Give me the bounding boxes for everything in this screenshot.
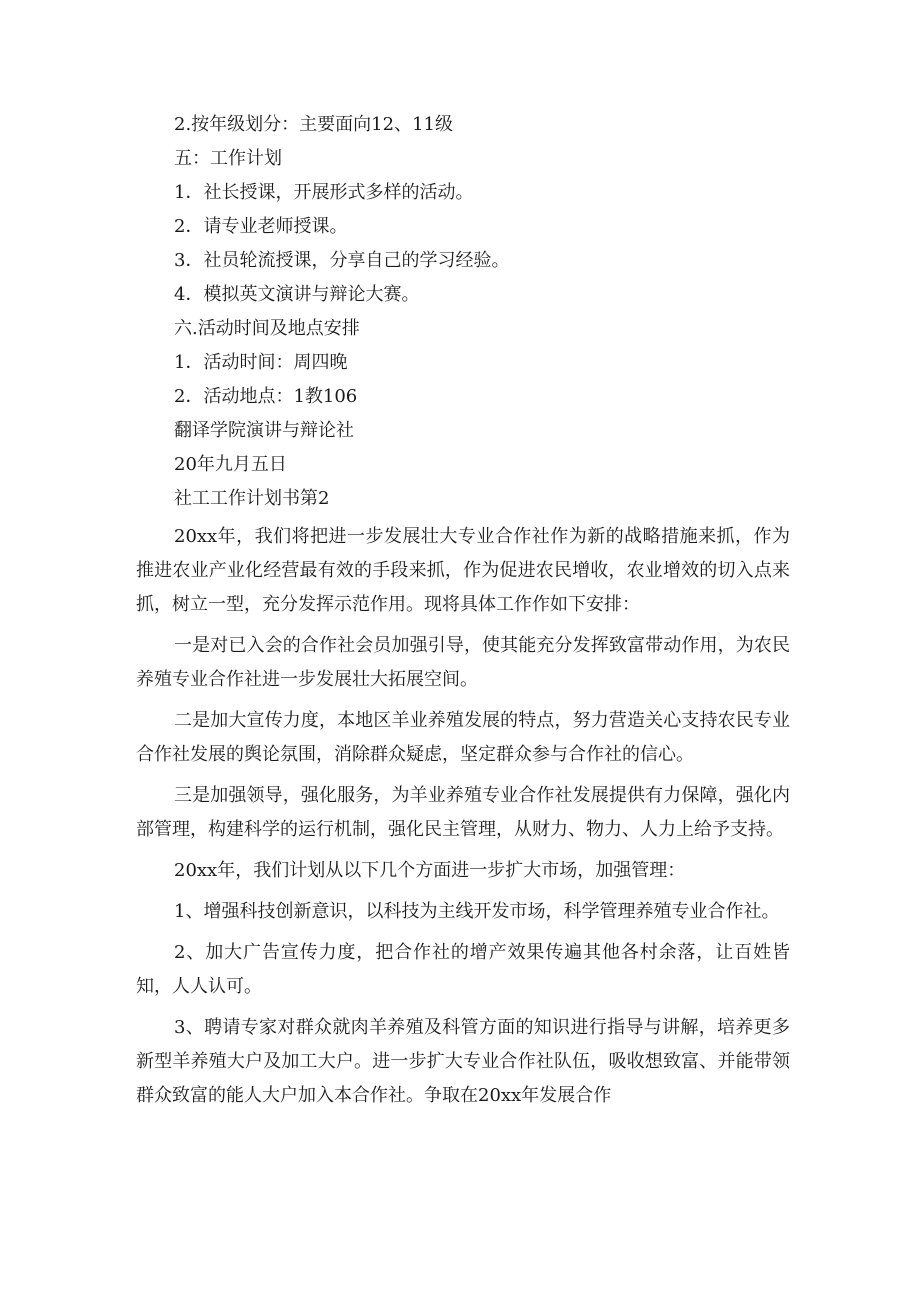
body-paragraph: 一是对已入会的合作社会员加强引导，使其能充分发挥致富带动作用，为农民养殖专业合作社进一步发展壮大拓展空间。 (136, 635, 790, 690)
list-item: 1．活动时间：周四晚 (174, 352, 348, 373)
body-paragraph: 2、加大广告宣传力度，把合作社的增产效果传遍其他各村余落，让百姓皆知，人人认可。 (136, 942, 790, 997)
section-heading: 五：工作计划 (174, 148, 282, 169)
body-paragraph: 1、增强科技创新意识，以科技为主线开发市场，科学管理养殖专业合作社。 (174, 901, 780, 922)
list-item: 2．活动地点：1教106 (174, 386, 358, 407)
document-title: 社工工作计划书第2 (174, 488, 330, 509)
list-item: 4．模拟英文演讲与辩论大赛。 (174, 284, 420, 305)
body-paragraph: 三是加强领导，强化服务，为羊业养殖专业合作社发展提供有力保障，强化内部管理，构建科学的运行机制，强化民主管理，从财力、物力、人力上给予支持。 (136, 785, 790, 840)
list-item: 3．社员轮流授课，分享自己的学习经验。 (174, 250, 510, 271)
section-heading: 六.活动时间及地点安排 (174, 318, 360, 339)
text-line: 2.按年级划分：主要面向12、11级 (174, 114, 453, 135)
body-paragraph: 20xx年，我们计划从以下几个方面进一步扩大市场，加强管理： (174, 860, 686, 881)
body-paragraph: 二是加大宣传力度，本地区羊业养殖发展的特点，努力营造关心支持农民专业合作社发展的舆论氛围，消除群众疑虑，坚定群众参与合作社的信心。 (136, 710, 790, 765)
list-item: 1．社长授课，开展形式多样的活动。 (174, 182, 474, 203)
body-paragraph: 3、聘请专家对群众就肉羊养殖及科管方面的知识进行指导与讲解，培养更多新型羊养殖大户及加工大户。进一步扩大专业合作社队伍，吸收想致富、并能带领群众致富的能人大户加入本合作社。争取在20xx年发展合作 (136, 1017, 790, 1106)
body-paragraph: 20xx年，我们将把进一步发展壮大专业合作社作为新的战略措施来抓，作为推进农业产业化经营最有效的手段来抓，作为促进农民增收，农业增效的切入点来抓，树立一型，充分发挥示范作用。现将具体工作作如下安排： (136, 526, 790, 615)
document-body (136, 108, 790, 1120)
signature-organization: 翻译学院演讲与辩论社 (174, 420, 354, 441)
list-item: 2．请专业老师授课。 (174, 216, 348, 237)
signature-date: 20年九月五日 (174, 454, 287, 475)
